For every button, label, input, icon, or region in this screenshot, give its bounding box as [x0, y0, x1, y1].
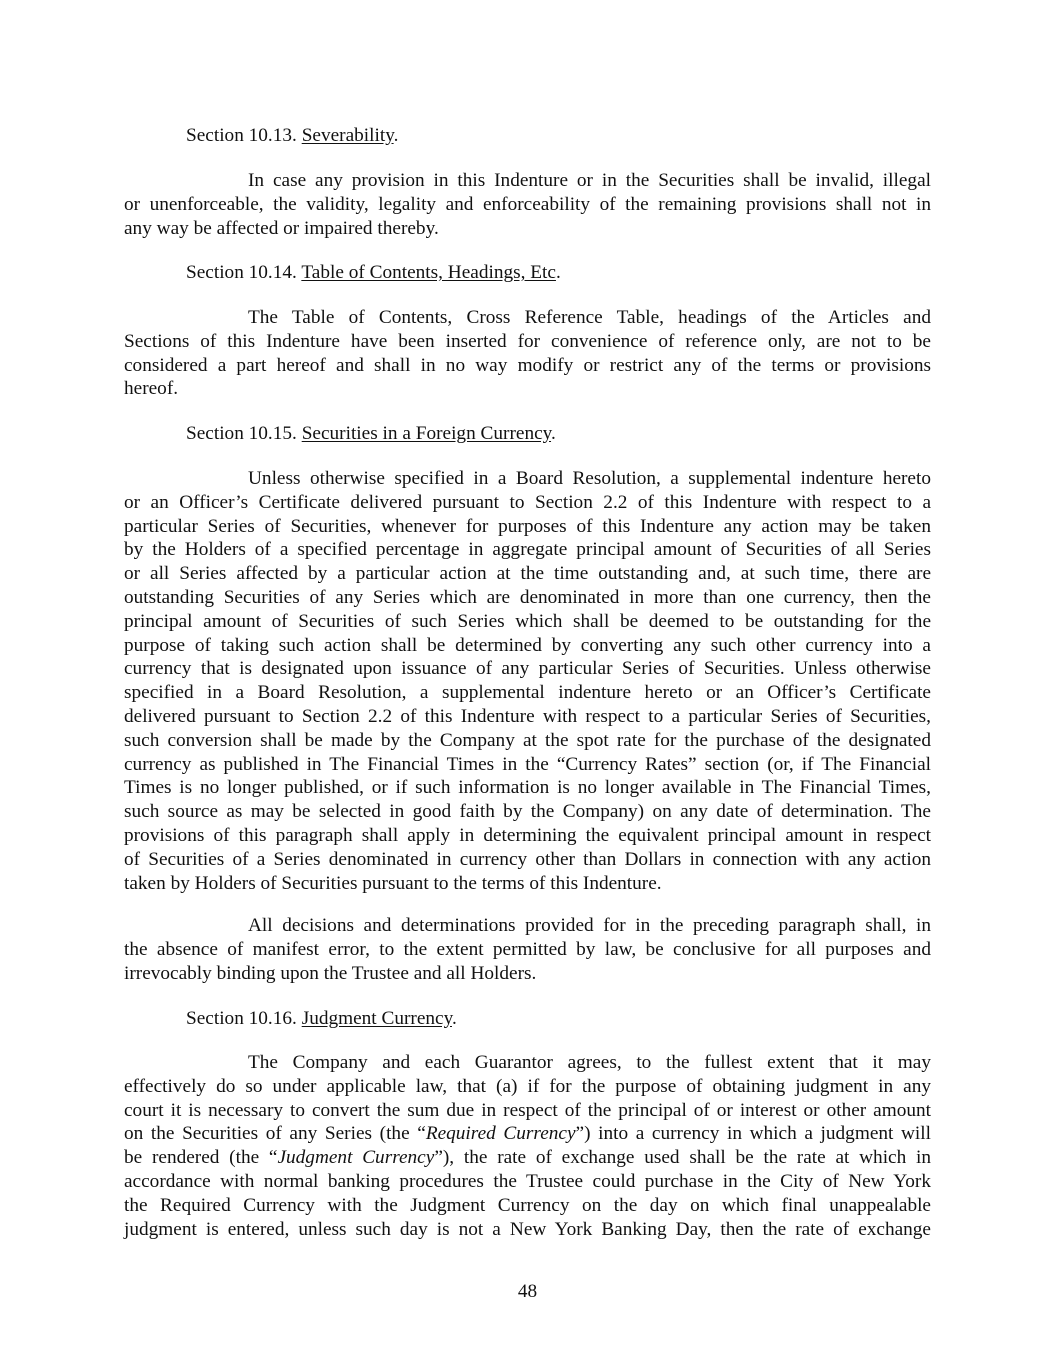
section-title: Securities in a Foreign Currency: [301, 423, 552, 444]
text-line: purpose of taking such action shall be determined by converting any such other currency into a: [124, 634, 931, 656]
text-line: by the Holders of a specified percentage in aggregate principal amount of Securities of all Series: [124, 539, 931, 561]
text-line: particular Series of Securities, whenever for purposes of this Indenture any action may be taken: [124, 515, 931, 537]
text-line: or all Series affected by a particular action at the time outstanding and, at such time, there are: [124, 563, 931, 585]
text-line: The Company and each Guarantor agrees, to the fullest extent that it may: [248, 1052, 931, 1073]
section-title-suffix: .: [451, 1008, 457, 1029]
section-heading: [186, 261, 561, 285]
page-number: 48: [517, 1281, 538, 1302]
text-segment: on the Securities of any Series (the “: [124, 1123, 426, 1145]
section-heading: [186, 422, 556, 446]
text-line: considered a part hereof and shall in no way modify or restrict any of the terms or provisions: [124, 354, 931, 376]
text-line: delivered pursuant to Section 2.2 of this Indenture with respect to a particular Series of Securities,: [124, 705, 931, 727]
section-heading: [186, 1007, 457, 1031]
section-number: Section 10.14.: [186, 262, 302, 283]
text-line: taken by Holders of Securities pursuant to the terms of this Indenture.: [124, 872, 662, 894]
text-line: specified in a Board Resolution, a supplemental indenture hereto or an Officer’s Certificate: [124, 682, 931, 704]
text-line: The Table of Contents, Cross Reference Table, headings of the Articles and: [248, 307, 931, 328]
text-line: hereof.: [124, 378, 179, 400]
text-line: accordance with normal banking procedures the Trustee could purchase in the City of New York: [124, 1170, 931, 1192]
text-line: currency that is designated upon issuance of any particular Series of Securities. Unless otherwise: [124, 658, 931, 680]
paragraph: [124, 1051, 931, 1241]
text-line: court it is necessary to convert the sum due in respect of the principal of or interest or other amount: [124, 1099, 931, 1121]
text-line: such conversion shall be made by the Company at the spot rate for the purchase of the designated: [124, 729, 931, 751]
paragraph: [124, 914, 931, 985]
text-line: of Securities of a Series denominated in currency other than Dollars in connection with any action: [124, 848, 931, 870]
text-line: provisions of this paragraph shall apply in determining the equivalent principal amount in respect: [124, 824, 931, 846]
text-segment: ”) into a currency in which a judgment will: [575, 1123, 931, 1145]
paragraph: [124, 306, 931, 401]
text-line: the Required Currency with the Judgment Currency on the day on which final unappealable: [124, 1194, 931, 1216]
text-segment: ”), the rate of exchange used shall be the rate at which in: [434, 1147, 932, 1169]
text-line: or an Officer’s Certificate delivered pursuant to Section 2.2 of this Indenture with respect to a: [124, 491, 931, 513]
text-line: or unenforceable, the validity, legality and enforceability of the remaining provisions shall not in: [124, 193, 931, 215]
text-line: currency as published in The Financial Times in the “Currency Rates” section (or, if The Financial: [124, 753, 931, 775]
text-line: Times is no longer published, or if such information is no longer available in The Financial Times,: [124, 777, 931, 799]
section-title: Table of Contents, Headings, Etc: [301, 262, 556, 283]
text-line: outstanding Securities of any Series which are denominated in more than one currency, then the: [124, 586, 931, 608]
text-line: Sections of this Indenture have been inserted for convenience of reference only, are not to be: [124, 330, 931, 352]
section-heading: [186, 124, 398, 148]
text-line: [124, 1122, 931, 1146]
section-number: Section 10.16.: [186, 1008, 302, 1029]
section-title-suffix: .: [551, 423, 556, 444]
text-line: In case any provision in this Indenture or in the Securities shall be invalid, illegal: [248, 170, 931, 191]
text-line: the absence of manifest error, to the extent permitted by law, be conclusive for all purposes and: [124, 938, 931, 960]
section-title-suffix: .: [393, 125, 399, 146]
section-title: Judgment Currency: [301, 1008, 452, 1029]
text-line: principal amount of Securities of such Series which shall be deemed to be outstanding for the: [124, 610, 931, 632]
text-line: effectively do so under applicable law, that (a) if for the purpose of obtaining judgment in any: [124, 1075, 931, 1097]
defined-term: Required Currency: [425, 1123, 576, 1145]
text-line: irrevocably binding upon the Trustee and all Holders.: [124, 962, 537, 984]
defined-term: Judgment Currency: [277, 1147, 435, 1169]
paragraph: [124, 169, 931, 240]
text-line: such source as may be selected in good faith by the Company) on any date of determination. The: [124, 801, 931, 823]
section-number: Section 10.13.: [186, 125, 302, 146]
text-line: Unless otherwise specified in a Board Resolution, a supplemental indenture hereto: [248, 468, 931, 489]
text-line: any way be affected or impaired thereby.: [124, 217, 439, 239]
section-number: Section 10.15.: [186, 423, 302, 444]
text-line: All decisions and determinations provided for in the preceding paragraph shall, in: [248, 915, 931, 936]
section-title-suffix: .: [555, 262, 561, 283]
section-title: Severability: [301, 125, 394, 146]
text-line: [124, 1146, 931, 1170]
text-segment: be rendered (the “: [124, 1147, 278, 1169]
paragraph: [124, 467, 931, 895]
text-line: judgment is entered, unless such day is not a New York Banking Day, then the rate of exchange: [124, 1218, 931, 1240]
